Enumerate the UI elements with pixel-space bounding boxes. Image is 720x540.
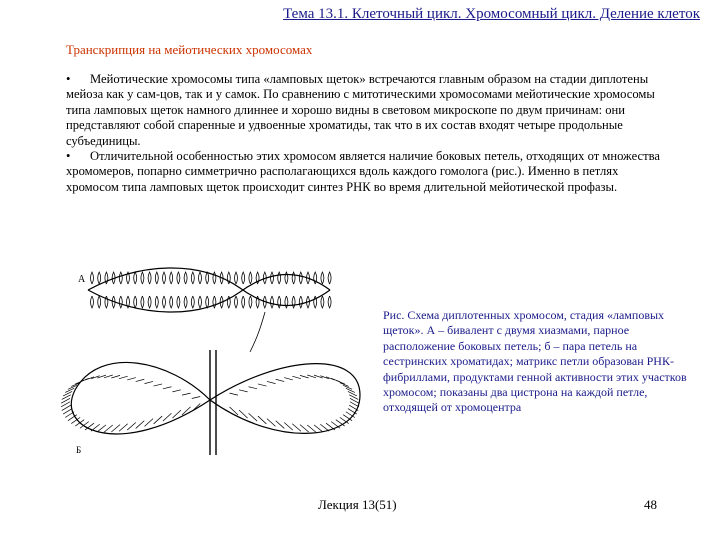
rna-fibril <box>104 425 113 432</box>
lateral-loop <box>191 272 194 284</box>
chromosome-loop-b <box>61 350 360 455</box>
rna-fibril <box>267 381 276 383</box>
rna-fibril <box>136 379 145 381</box>
rna-fibril <box>145 419 154 427</box>
lateral-loop <box>285 296 288 308</box>
rna-fibril <box>136 421 145 429</box>
rna-fibril <box>154 416 163 424</box>
lateral-loop <box>249 296 252 308</box>
paragraph-1 <box>66 72 666 149</box>
lateral-loop <box>292 272 295 284</box>
rna-fibril <box>97 425 106 432</box>
lateral-loop <box>148 296 151 308</box>
lateral-loop <box>299 296 302 308</box>
lateral-loop <box>191 296 194 308</box>
rna-fibril <box>239 410 247 418</box>
lateral-loop <box>278 296 281 308</box>
lateral-loop <box>141 296 144 308</box>
rna-fibril <box>163 413 172 421</box>
lateral-loop <box>177 296 180 308</box>
rna-fibril <box>314 425 323 432</box>
bullet-1: • <box>66 72 71 86</box>
lateral-loop <box>271 296 274 308</box>
rna-fibril <box>276 421 285 429</box>
rna-fibril <box>127 422 136 430</box>
paragraph-1-text: Мейотические хромосомы типа «ламповых щеток» встречаются главным образом на стадии диплотены мейоза как у сам-цов, так и у самок. По сравнению с митотическими хромосомами мейотические хромосомы типа ламповых щеток намного длиннее и хорошо видны в световом микроскопе по двум причинам: они представляют собой спаренные и удвоенные хроматиды, так что в их состав входят четыре продольные субъединицы. <box>66 72 655 148</box>
lateral-loop <box>271 272 274 284</box>
lateral-loop <box>170 272 173 284</box>
rna-fibril <box>154 384 163 386</box>
rna-fibril <box>239 390 247 392</box>
rna-fibril <box>63 409 72 415</box>
lateral-loop <box>155 296 158 308</box>
lateral-loop <box>292 296 295 308</box>
rna-fibril <box>284 378 293 380</box>
figure-caption: Рис. Схема диплотенных хромосом, стадия «ламповых щеток». А – бивалент с двумя хиазмами, парное расположение боковых петель; б – пара петель на сестринских хроматидах; матрикс петли образован РНК-фибриллами, продуктами генной активности этих участков хромосом; показаны два цистрона на каждой петле, отходящей от хромоцентра <box>383 308 687 415</box>
rna-fibril <box>307 425 316 432</box>
lateral-loop <box>98 296 101 308</box>
rna-fibril <box>348 391 357 395</box>
lateral-loop <box>328 296 331 308</box>
lateral-loop <box>321 272 324 284</box>
lateral-loop <box>163 272 166 284</box>
rna-fibril <box>229 393 237 395</box>
body-text <box>66 72 666 195</box>
rna-fibril <box>229 407 237 415</box>
lateral-loop <box>184 272 187 284</box>
rna-fibril <box>292 376 301 379</box>
rna-fibril <box>300 375 309 378</box>
lateral-loop <box>328 272 331 284</box>
figure-label-b: Б <box>76 445 82 455</box>
lateral-loop <box>148 272 151 284</box>
lateral-loop <box>242 272 245 284</box>
slide-subtitle: Транскрипция на мейотических хромосомах <box>66 42 313 57</box>
lateral-loops-a <box>91 272 332 308</box>
rna-fibril <box>119 376 128 379</box>
lateral-loop <box>105 272 108 284</box>
pointer-arrow <box>250 312 265 352</box>
figure-label-a: А <box>78 274 86 285</box>
rna-fibril <box>163 387 172 389</box>
lateral-loop <box>242 296 245 308</box>
homolog-upper-2 <box>88 274 330 312</box>
lateral-loop <box>227 296 230 308</box>
page-number: 48 <box>644 497 657 512</box>
rna-fibril <box>249 413 258 421</box>
rna-fibril <box>284 422 293 430</box>
rna-fibril <box>300 425 309 432</box>
lateral-loop <box>170 296 173 308</box>
lateral-loop <box>199 272 202 284</box>
lateral-loop <box>227 272 230 284</box>
footer-lecture: Лекция 13(51) <box>318 497 397 512</box>
lateral-loop <box>314 296 317 308</box>
rna-fibril <box>267 419 276 427</box>
lateral-loop <box>98 272 101 284</box>
rna-fibril <box>326 423 335 430</box>
rna-fibril <box>63 391 72 395</box>
rna-fibril <box>249 387 258 389</box>
lateral-loop <box>299 272 302 284</box>
bullet-2: • <box>66 149 71 164</box>
lateral-loop <box>105 296 108 308</box>
lateral-loop <box>91 272 94 284</box>
chromosome-diagram <box>60 250 380 465</box>
lateral-loop <box>177 272 180 284</box>
lateral-loop <box>235 272 238 284</box>
slide-title: Тема 13.1. Клеточный цикл. Хромосомный цикл. Деление клеток <box>283 6 700 22</box>
lateral-loop <box>206 296 209 308</box>
lateral-loop <box>314 272 317 284</box>
rna-fibril <box>65 412 74 418</box>
rna-fibril <box>320 424 329 431</box>
lateral-loop <box>119 296 122 308</box>
lateral-loop <box>155 272 158 284</box>
lateral-loop <box>163 296 166 308</box>
lateral-loop <box>249 272 252 284</box>
rna-fibril <box>182 393 190 395</box>
lateral-loop <box>213 272 216 284</box>
rna-fibril <box>111 375 120 378</box>
homolog-upper-1 <box>88 268 330 306</box>
rna-fibril <box>172 390 180 392</box>
lateral-loop <box>119 272 122 284</box>
paragraph-2-text: Отличительной особенностью этих хромосом является наличие боковых петель, отходящих от множества хромомеров, попарно симметрично располагающихся вдоль каждого гомолога (рис.). Именно в петлях хромосом типа ламповых щеток происходит синтез РНК во время длительной мейотической профазы. <box>66 149 660 194</box>
lateral-loop <box>134 296 137 308</box>
lateral-loop <box>278 272 281 284</box>
lateral-loop <box>235 296 238 308</box>
rna-fibril <box>91 424 100 431</box>
rna-fibril <box>258 384 267 386</box>
paragraph-2 <box>66 149 666 195</box>
rna-fibril <box>145 381 154 383</box>
rna-fibril <box>119 424 128 431</box>
lampbrush-chromosome-figure <box>60 250 380 465</box>
rna-fibril <box>192 397 200 399</box>
lateral-loop <box>199 296 202 308</box>
lateral-loop <box>184 296 187 308</box>
lateral-loop <box>285 272 288 284</box>
rna-fibril <box>292 424 301 431</box>
lateral-loop <box>91 296 94 308</box>
lateral-loop <box>141 272 144 284</box>
bivalent-a <box>88 268 331 312</box>
rna-fibril <box>127 378 136 380</box>
lateral-loop <box>256 296 259 308</box>
lateral-loop <box>213 296 216 308</box>
lateral-loop <box>206 272 209 284</box>
lateral-loop <box>134 272 137 284</box>
rna-fibril <box>258 416 267 424</box>
rna-fibril <box>111 425 120 432</box>
lateral-loop <box>256 272 259 284</box>
lateral-loop <box>321 296 324 308</box>
rna-fibril <box>276 379 285 381</box>
